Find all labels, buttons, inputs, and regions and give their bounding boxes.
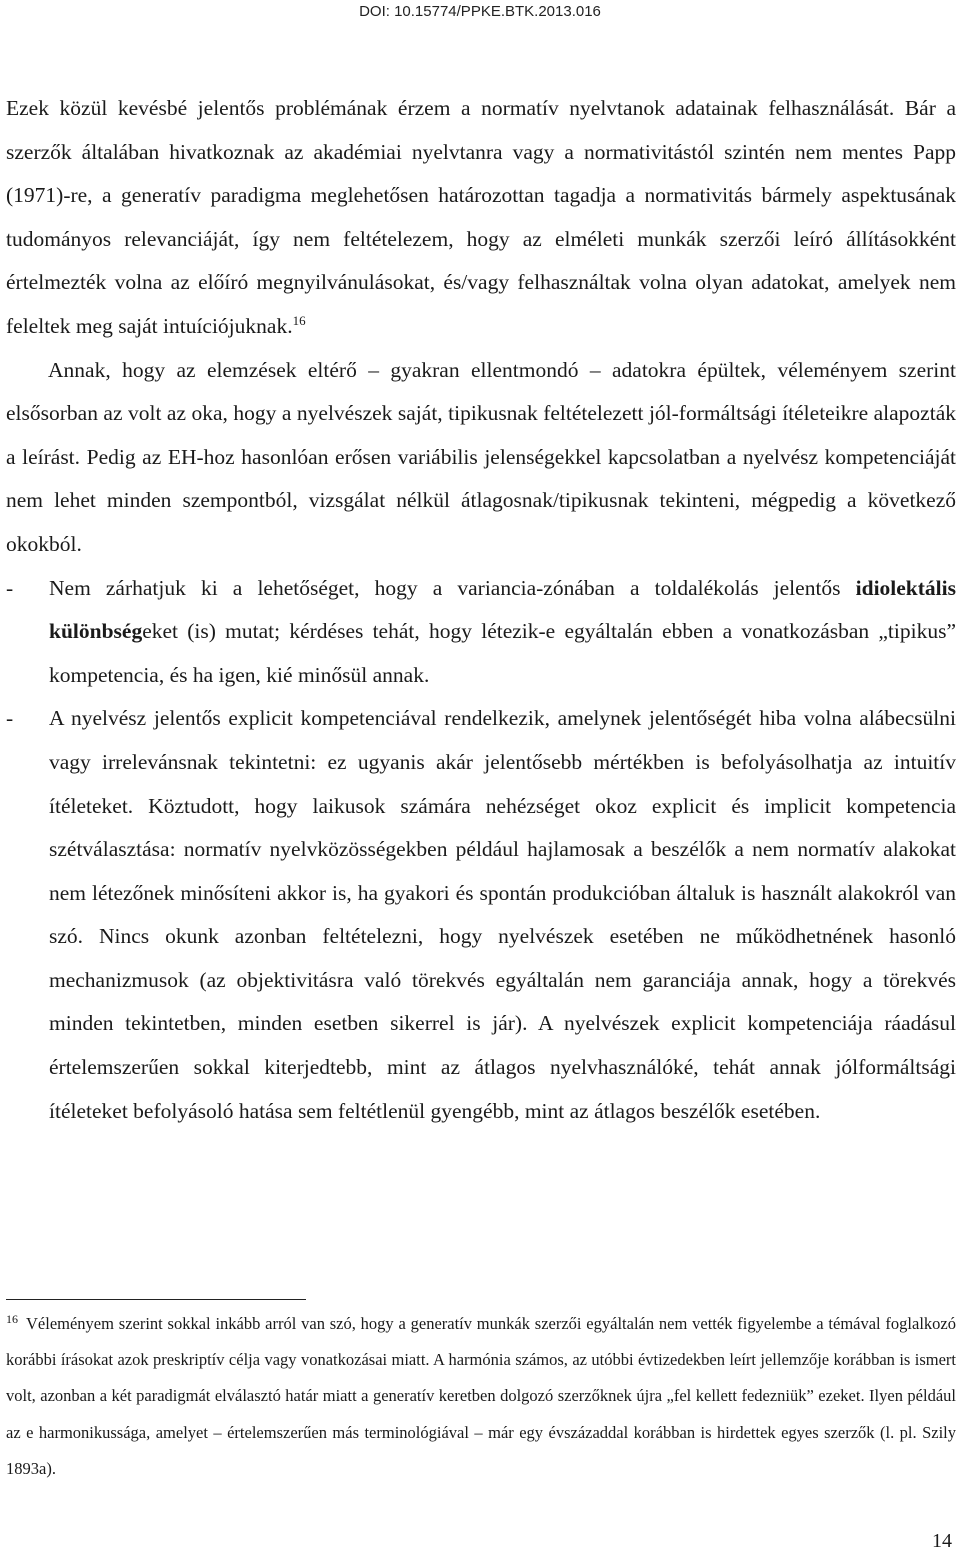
paragraph-2: Annak, hogy az elemzések eltérő – gyakran ellentmondó – adatokra épültek, véleményem szerint elsősorban az volt az oka, hogy a nyelvészek saját, tipikusnak feltételezett jól-formáltsági ítéleteikre alapozták a leírást. Pedig az EH-hoz hasonlóan erősen variábilis jelenségekkel kapcsolatban a nyelvész kompetenciáját nem lehet minden szempontból, vizsgálat nélkül átlagosnak/tipikusnak tekinteni, mégpedig a következő okokból.	[6, 357, 956, 556]
main-text	[6, 87, 956, 1133]
bullet-dash: -	[6, 575, 14, 600]
page-number: 14	[932, 1530, 952, 1552]
bullet-dash: -	[6, 706, 14, 731]
paragraph-1-text: Ezek közül kevésbé jelentős problémának érzem a normatív nyelvtanok adatainak felhasználását. Bár a szerzők általában hivatkoznak az akadémiai nyelvtanra vagy a normativitástól szintén nem mentes Papp (1971)-re, a generatív paradigma meglehetősen határozottan tagadja a normativitás bármely aspektusának tudományos relevanciáját, így nem feltételezem, hogy az elméleti munkák szerzői leíró állításokként értelmezték volna az előíró megnyilvánulásokat, és/vagy felhasználtak volna olyan adatokat, amelyek nem feleltek meg saját intuíciójuknak.	[6, 96, 956, 338]
footnote-text: Véleményem szerint sokkal inkább arról van szó, hogy a generatív munkák szerzői egyáltalán nem vették figyelembe a témával foglalkozó korábbi írásokat azok preskriptív célja vagy vonatkozásai miatt. A harmónia számos, az utóbbi évtizedekben leírt jellemzője korábban is ismert volt, azonban a két paradigmát elválasztó határ miatt a generatív keretben dolgozó szerzőknek újra „fel kellett fedezniük” ezeket. Ilyen például az e harmonikussága, amelyet – értelemszerűen más terminológiával – már egy évszázaddal korábban is hirdettek egyes szerzők (l. pl. Szily 1893a).	[6, 1314, 956, 1478]
bullet-item-1-after: eket (is) mutat; kérdéses tehát, hogy létezik-e egyáltalán ebben a vonatkozásban „tipikus” kompetencia, és ha igen, kié minősül annak.	[49, 619, 956, 687]
footnote	[6, 1306, 956, 1487]
bullet-item-1	[6, 567, 956, 698]
bullet-item-1-bold: idiolektális különbség	[49, 575, 956, 644]
bullet-item-1-before: Nem zárhatjuk ki a lehetőséget, hogy a variancia-zónában a toldalékolás jelentős	[49, 575, 856, 600]
bullet-item-2	[6, 697, 956, 1133]
paragraph-1	[6, 87, 956, 349]
footnote-reference[interactable]: 16	[292, 312, 306, 328]
doi-header: DOI: 10.15774/PPKE.BTK.2013.016	[359, 3, 601, 20]
footnote-separator	[6, 1299, 306, 1300]
footnote-mark: 16	[6, 1311, 18, 1326]
bullet-item-2-text: A nyelvész jelentős explicit kompetenciával rendelkezik, amelynek jelentőségét hiba volna alábecsülni vagy irrelevánsnak tekintetni: ez ugyanis akár jelentősebb mértékben is befolyásolhatja az intuitív ítéleteket. Köztudott, hogy laikusok számára nehézséget okoz explicit és implicit kompetencia szétválasztása: normatív nyelvközösségekben például hajlamosak a beszélők a nem normatív alakokat nem létezőnek minősíteni akkor is, ha gyakori és spontán produkcióban általuk is használt alakokról van szó. Nincs okunk azonban feltételezni, hogy nyelvészek esetében ne működhetnének hasonló mechanizmusok (az objektivitásra való törekvés egyáltalán nem garanciája annak, hogy a törekvés minden tekintetben, minden esetben sikerrel is jár). A nyelvészek explicit kompetenciája ráadásul értelemszerűen sokkal kiterjedtebb, mint az átlagos nyelvhasználóké, tehát annak jólformáltsági ítéleteket befolyásoló hatása sem feltétlenül gyengébb, mint az átlagos beszélők esetében.	[49, 706, 956, 1123]
